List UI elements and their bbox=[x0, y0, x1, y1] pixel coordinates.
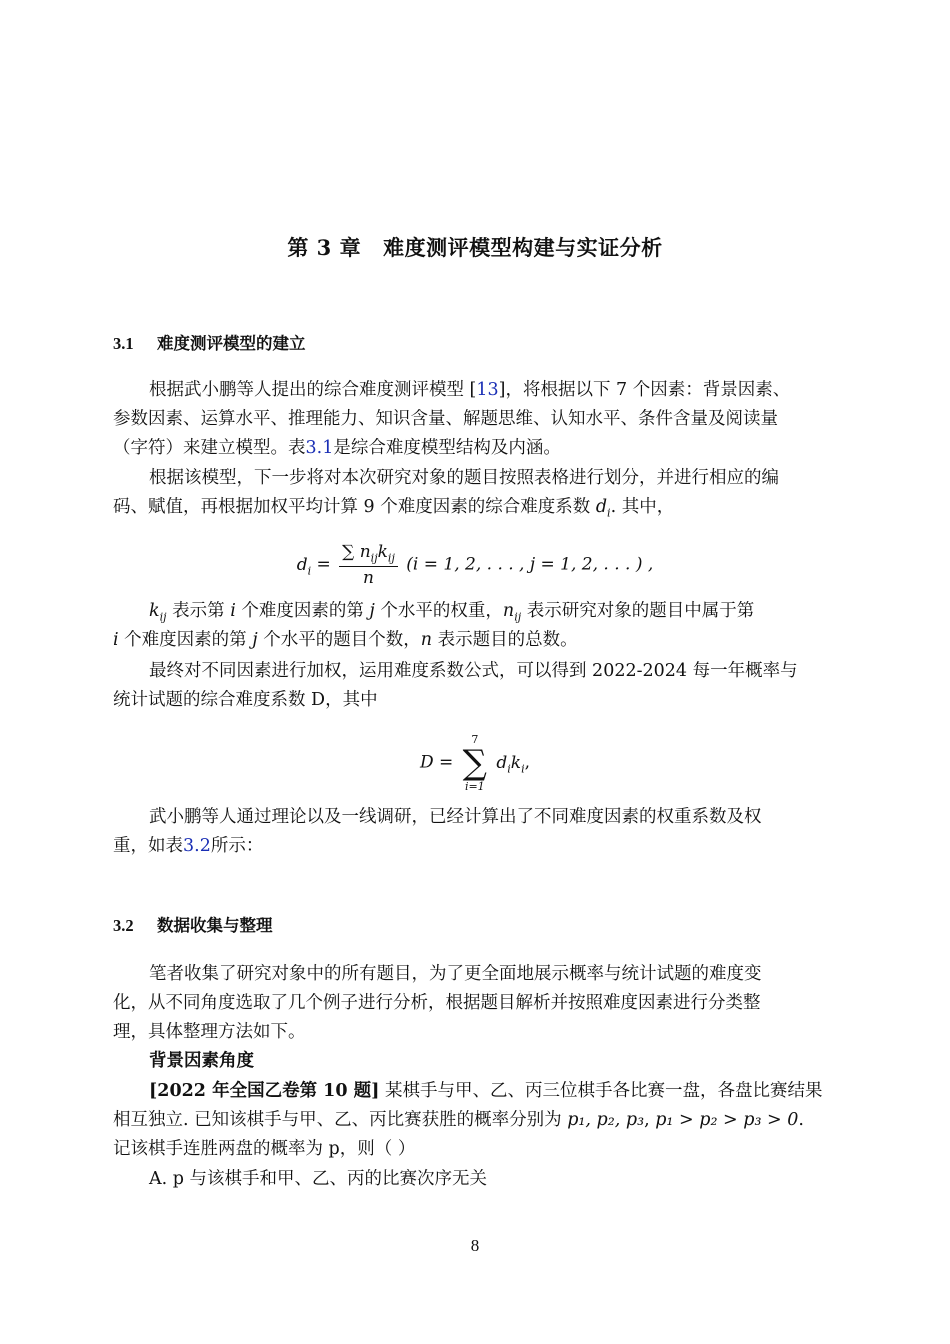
text-run: （字符）来建立模型。表 bbox=[113, 438, 306, 458]
text-run: 根据武小鹏等人提出的综合难度测评模型 [ bbox=[149, 380, 477, 400]
text-run: . 其中， bbox=[610, 497, 675, 517]
page-number: 8 bbox=[470, 1236, 480, 1255]
section-number: 3.2 bbox=[113, 916, 134, 935]
paragraph-line: 参数因素、运算水平、推理能力、知识含量、解题思维、认知水平、条件含量及阅读量 bbox=[113, 409, 778, 429]
paragraph-line: i 个难度因素的第 j 个水平的题目个数，n 表示题目的总数。 bbox=[113, 630, 578, 650]
paragraph-line: 笔者收集了研究对象中的所有题目，为了更全面地展示概率与统计试题的难度变 bbox=[149, 964, 762, 984]
paragraph-line: 重，如表3.2所示： bbox=[113, 836, 264, 856]
table-ref-link[interactable]: 3.2 bbox=[183, 836, 211, 856]
problem-option-a: A. p 与该棋手和甲、乙、丙的比赛次序无关 bbox=[149, 1169, 488, 1189]
paragraph-line: 根据该模型，下一步将对本次研究对象的题目按照表格进行划分，并进行相应的编 bbox=[149, 468, 779, 488]
paragraph-line: 化，从不同角度选取了几个例子进行分析，根据题目解析并按照难度因素进行分类整 bbox=[113, 993, 761, 1013]
paragraph-line: 统计试题的综合难度系数 D，其中 bbox=[113, 690, 378, 710]
fraction: $\frac{\sum n_{ij}k_{ij}}{n}$ bbox=[339, 542, 398, 588]
chapter-number: 第 3 章 bbox=[287, 235, 362, 260]
subheading: 背景因素角度 bbox=[149, 1051, 254, 1071]
equation-D: D = 7 ∑ i=1 $d_ik_i$, bbox=[419, 733, 531, 793]
problem-line: [2022 年全国乙卷第 10 题] 某棋手与甲、乙、丙三位棋手各比赛一盘，各盘比赛结果 bbox=[149, 1081, 823, 1101]
section-title: 数据收集与整理 bbox=[157, 916, 273, 935]
table-ref-link[interactable]: 3.1 bbox=[305, 438, 334, 458]
chapter-title bbox=[0, 232, 950, 262]
paragraph-line bbox=[149, 376, 837, 405]
problem-line: 相互独立. 已知该棋手与甲、乙、丙比赛获胜的概率分别为 p₁, p₂, p₃, p₁ > p₂ > p₃ > 0. bbox=[113, 1110, 804, 1130]
paragraph-line: $k_{ij}$ 表示第 i 个难度因素的第 j 个水平的权重，$n_{ij}$ 表示研究对象的题目中属于第 bbox=[149, 601, 755, 624]
section-title: 难度测评模型的建立 bbox=[157, 334, 306, 353]
chapter-title-text: 难度测评模型构建与实证分析 bbox=[383, 235, 663, 260]
paragraph-line: 武小鹏等人通过理论以及一线调研，已经计算出了不同难度因素的权重系数及权 bbox=[149, 807, 762, 827]
section-heading-3-1 bbox=[113, 330, 306, 354]
problem-tag: [2022 年全国乙卷第 10 题] bbox=[149, 1081, 380, 1101]
paragraph-line: 最终对不同因素进行加权，运用难度系数公式，可以得到 2022-2024 每一年概率与 bbox=[149, 661, 798, 681]
citation-link[interactable]: 13 bbox=[476, 380, 499, 400]
paragraph-line bbox=[113, 434, 837, 463]
problem-line: 记该棋手连胜两盘的概率为 p，则（ ） bbox=[113, 1139, 416, 1159]
summation-symbol: 7 ∑ i=1 bbox=[462, 733, 487, 793]
math-symbol: $d_i$ bbox=[595, 497, 611, 520]
equation-di: $d_i$ = $\frac{\sum n_{ij}k_{ij}}{n}$ (i = 1, 2, . . . , j = 1, 2, . . . ) , bbox=[296, 542, 654, 589]
equation-condition: (i = 1, 2, . . . , j = 1, 2, . . . ) , bbox=[406, 554, 654, 575]
section-number: 3.1 bbox=[113, 334, 134, 353]
paragraph-line: 理，具体整理方法如下。 bbox=[113, 1022, 306, 1042]
text-run: 是综合难度模型结构及内涵。 bbox=[333, 438, 561, 458]
text-run: 码、赋值，再根据加权平均计算 9 个难度因素的综合难度系数 bbox=[113, 497, 596, 517]
section-heading-3-2 bbox=[113, 912, 273, 936]
paragraph-line bbox=[113, 493, 837, 528]
text-run: ]，将根据以下 7 个因素：背景因素、 bbox=[498, 380, 791, 400]
